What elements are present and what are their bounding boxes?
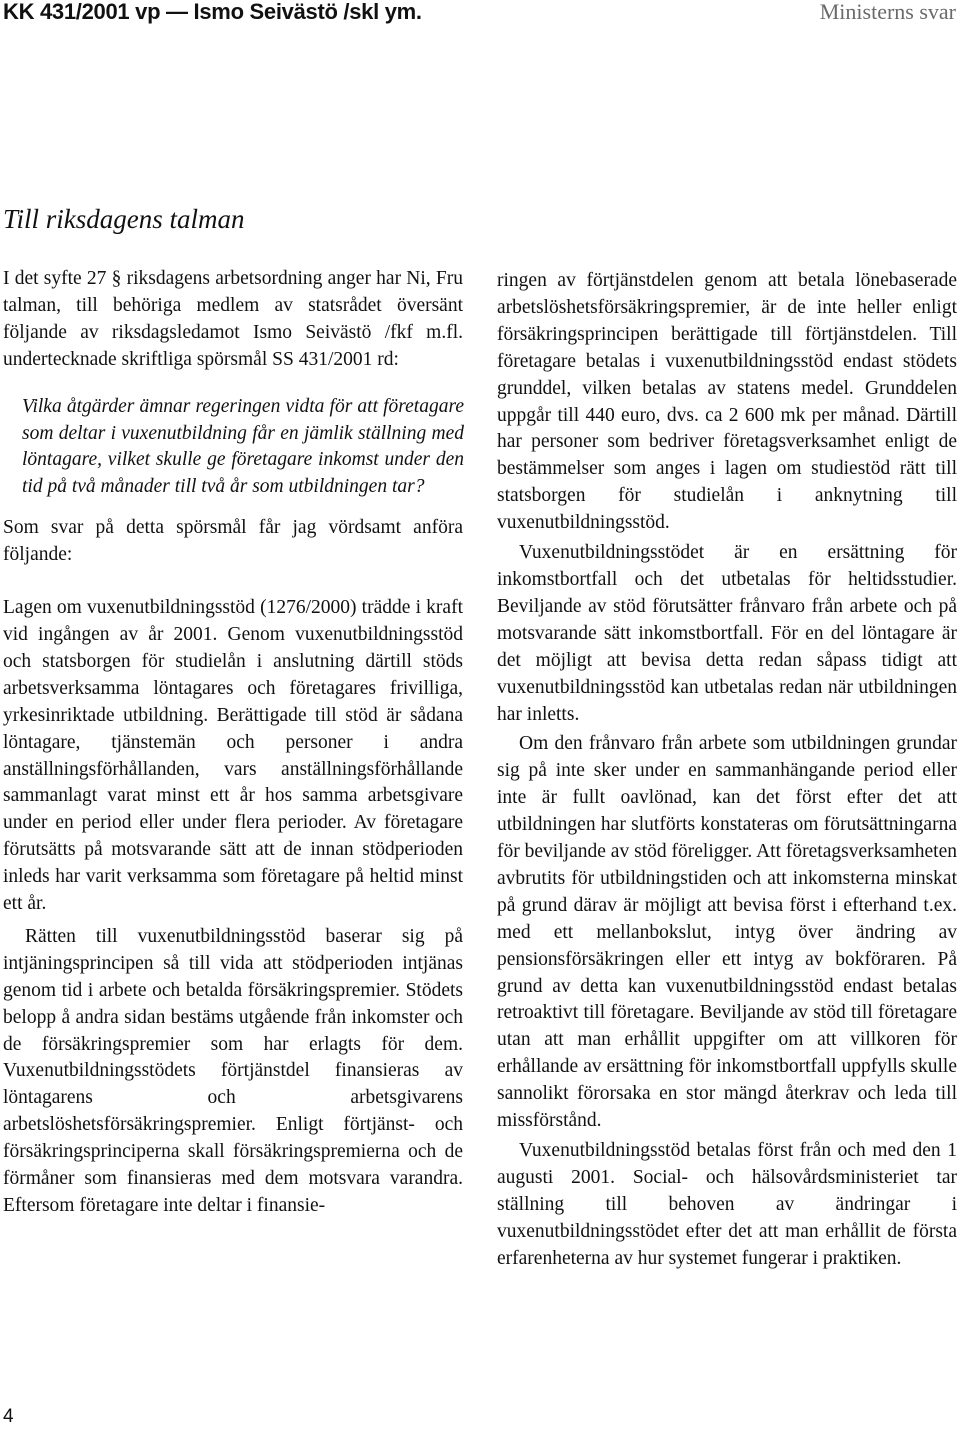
page-title: Till riksdagens talman [3,204,245,234]
compensation-paragraph: Vuxenutbildningsstödet är en ersättning för inkomstbortfall och det utbetalas för heltidsstudier. Beviljande av stöd förutsätter frånvaro från arbete och på motsvarande sätt inkomstbortfall. För en del löntagare är det möjligt att bevisa detta redan såpass tidigt att vuxenutbildningsstöd kan utbetalas redan när utbildningen har inletts. [497,542,957,725]
page-number: 4 [3,1406,14,1427]
right-column [497,268,957,1273]
earning-principle-paragraph: Rätten till vuxenutbildningsstöd baserar sig på intjäningsprincipen så till vida att stödperioden intjänas genom tid i arbete och betalda försäkringspremier. Stödets belopp å andra sidan bestäms utgående från inkomster och de försäkringspremier som har erlagts för dem. Vuxenutbildningsstödets förtjänstdel finansieras av löntagarens och arbetsgivarens arbetslöshetsförsäkringspremier. Enligt förtjänst- och försäkringsprinciperna skall försäkringspremierna och de förmåner som finansieras med dem motsvara varandra. Eftersom företagare inte deltar i finansie- [3,925,463,1216]
retroactive-paragraph: Om den frånvaro från arbete som utbildningen grundar sig på inte sker under en sammanhängande period eller inte är fullt oavlönad, kan det först efter det att utbildningen har slutförts konstateras om förutsättningarna för beviljande av stöd föreligger. Att företagsverksamheten avbrutits för utbildningstiden och att inkomsterna minskat på grund därav är möjligt att bevisa först i efterhand t.ex. med ett mellanbokslut, intyg över ändring av pensionsförsäkringen eller ett intyg av bokföraren. På grund av detta kan vuxenutbildningsstöd endast betalas retroaktivt till företagare. Beviljande av stöd till företagare utan att man erhållit uppgifter om att villkoren för erhållande av ersättning för inkomstbortfall uppfylls skulle sannolikt förorsaka en stor mängd återkrav och leda till missförstånd. [497,733,957,1132]
header-section-label: Ministerns svar [819,0,956,24]
law-paragraph: Lagen om vuxenutbildningsstöd (1276/2000) trädde i kraft vid ingången av år 2001. Genom vuxenutbildningsstöd och statsborgen för studielån i anslutning därtill stöds arbetsverksamma löntagares och företagares frivilliga, yrkesinriktade utbildning. Berättigade till stöd är sådana löntagare, tjänstemän och personer i andra anställningsförhållanden, vars anställningsförhållande sammanlagt varat minst ett år hos samma arbetsgivare under en period eller under flera perioder. Av företagare förutsätts på motsvarande sätt att de innan stödperioden inleds har varit verksamma som företagare på heltid minst ett år. [3,597,463,915]
left-column [3,266,463,1220]
intro-paragraph: I det syfte 27 § riksdagens arbetsordning anger har Ni, Fru talman, till behöriga medlem av statsrådet översänt följande av riksdagsledamot Ismo Seivästö /fkf m.fl. undertecknade skriftliga spörsmål SS 431/2001 rd: [3,268,463,370]
question-paragraph: Vilka åtgärder ämnar regeringen vidta för att företagare som deltar i vuxenutbildning får en jämlik ställning med löntagare, vilket skulle ge företagare inkomst under den tid på två månader till två år som utbildningen tar? [22,395,464,498]
continuation-paragraph: ringen av förtjänstdelen genom att betala lönebaserade arbetslöshetsförsäkringspremier, är de inte heller enligt försäkringsprincipen berättigade till förtjänstdelen. Till företagare betalas i vuxenutbildningsstöd endast stödets grunddel, vilken betalas av statens medel. Grunddelen uppgår till 440 euro, dvs. ca 2 600 mk per månad. Därtill har personer som bedriver företagsverksamhet enligt de bestämmelser som anges i lagen om studiestöd rätt till statsborgen för studielån i anknytning till vuxenutbildningsstöd. [497,270,957,534]
answer-intro-paragraph: Som svar på detta spörsmål får jag vördsamt anföra följande: [3,517,463,566]
page-header [0,0,960,30]
conclusion-paragraph: Vuxenutbildningsstöd betalas först från och med den 1 augusti 2001. Social- och hälsovårdsministeriet tar ställning till behoven av ändringar i vuxenutbildningsstödet efter det att man erhållit de första erfarenheterna av hur systemet fungerar i praktiken. [497,1140,957,1269]
header-document-reference: KK 431/2001 vp — Ismo Seivästö /skl ym. [3,0,422,24]
